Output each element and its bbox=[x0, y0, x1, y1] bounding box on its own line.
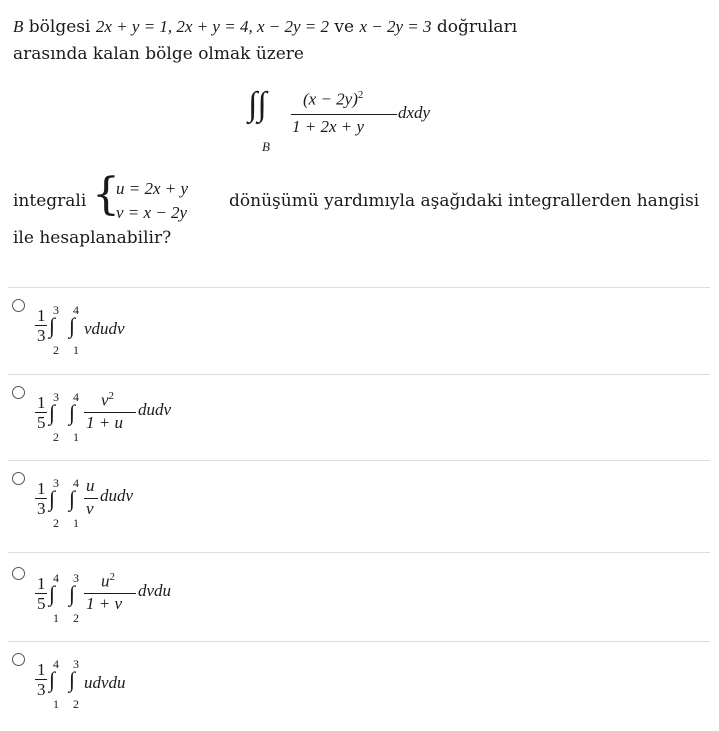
inner-lower-limit: 1 bbox=[73, 430, 79, 444]
coefficient-numerator: 1 bbox=[37, 393, 46, 412]
inner-integral-icon: ∫ bbox=[69, 581, 76, 606]
radio-button[interactable] bbox=[12, 299, 25, 312]
inner-lower-limit: 1 bbox=[73, 343, 79, 357]
integrand-numerator: $v^2$ bbox=[101, 390, 115, 410]
question-text: bölgesi bbox=[28, 17, 91, 37]
inner-integral-icon: ∫ bbox=[69, 486, 76, 511]
integrand-numerator: $u^2$ bbox=[101, 571, 115, 591]
inner-integral-icon: ∫ bbox=[69, 667, 76, 692]
coefficient-numerator: 1 bbox=[37, 660, 46, 679]
transform-u: u = 2x + y bbox=[116, 179, 189, 198]
answer-option[interactable] bbox=[0, 376, 719, 460]
integrand-denominator: v bbox=[86, 499, 94, 518]
outer-integral-icon: ∫ bbox=[49, 400, 56, 425]
outer-lower-limit: 1 bbox=[53, 697, 59, 711]
inner-lower-limit: 2 bbox=[73, 697, 79, 711]
integral-differential: dxdy bbox=[398, 103, 431, 122]
inner-lower-limit: 2 bbox=[73, 611, 79, 625]
inner-upper-limit: 3 bbox=[73, 657, 79, 671]
coefficient-denominator: 5 bbox=[37, 413, 46, 432]
line-equations: 2x + y = 1, 2x + y = 4, x − 2y = 2 bbox=[95, 17, 329, 36]
outer-upper-limit: 4 bbox=[53, 657, 59, 671]
question-line-2: arasında kalan bölge olmak üzere bbox=[13, 44, 304, 64]
coefficient-numerator: 1 bbox=[37, 306, 46, 325]
outer-upper-limit: 3 bbox=[53, 303, 59, 317]
answer-option[interactable] bbox=[0, 289, 719, 373]
fraction-bar bbox=[291, 114, 397, 115]
coefficient-denominator: 5 bbox=[37, 594, 46, 613]
inner-integral-icon: ∫ bbox=[69, 400, 76, 425]
answer-option[interactable] bbox=[0, 557, 719, 641]
outer-upper-limit: 3 bbox=[53, 390, 59, 404]
outer-integral-icon: ∫ bbox=[49, 581, 56, 606]
coefficient-denominator: 3 bbox=[37, 326, 46, 345]
option-divider bbox=[8, 374, 710, 375]
outer-integral-icon: ∫ bbox=[49, 486, 56, 511]
radio-button[interactable] bbox=[12, 386, 25, 399]
question-text: ile hesaplanabilir? bbox=[13, 228, 172, 248]
outer-lower-limit: 2 bbox=[53, 430, 59, 444]
region-symbol: B bbox=[13, 17, 24, 36]
question-text: ve bbox=[334, 17, 355, 37]
option-divider bbox=[8, 552, 710, 553]
inner-integral-icon: ∫ bbox=[69, 313, 76, 338]
outer-upper-limit: 4 bbox=[53, 571, 59, 585]
question-text: integrali bbox=[13, 191, 87, 211]
double-integral bbox=[240, 84, 450, 159]
question-line-1 bbox=[13, 17, 517, 37]
answer-option[interactable] bbox=[0, 643, 719, 727]
radio-button[interactable] bbox=[12, 472, 25, 485]
coefficient-denominator: 3 bbox=[37, 680, 46, 699]
integrand: vdudv bbox=[84, 319, 125, 338]
differential: dvdu bbox=[138, 581, 172, 600]
option-divider bbox=[8, 287, 710, 288]
inner-upper-limit: 4 bbox=[73, 476, 79, 490]
radio-button[interactable] bbox=[12, 653, 25, 666]
integrand: udvdu bbox=[84, 673, 126, 692]
integrand-denominator: 1 + 2x + y bbox=[292, 117, 365, 136]
outer-upper-limit: 3 bbox=[53, 476, 59, 490]
question-text: dönüşümü yardımıyla aşağıdaki integrallerden hangisi bbox=[229, 191, 700, 211]
inner-upper-limit: 4 bbox=[73, 390, 79, 404]
inner-upper-limit: 3 bbox=[73, 571, 79, 585]
differential: dudv bbox=[138, 400, 172, 419]
coefficient-numerator: 1 bbox=[37, 574, 46, 593]
inner-upper-limit: 4 bbox=[73, 303, 79, 317]
inner-lower-limit: 1 bbox=[73, 516, 79, 530]
integrand-denominator: 1 + v bbox=[86, 594, 123, 613]
integrand-numerator: u bbox=[86, 476, 95, 495]
outer-integral-icon: ∫ bbox=[49, 667, 56, 692]
coefficient-denominator: 3 bbox=[37, 499, 46, 518]
differential: dudv bbox=[100, 486, 134, 505]
brace-icon: { bbox=[92, 169, 120, 220]
integrand-denominator: 1 + u bbox=[86, 413, 123, 432]
integrand-numerator: $(x - 2y)^2$ bbox=[303, 89, 364, 109]
integral-sign: ∫∫ bbox=[248, 86, 267, 123]
transform-v: v = x − 2y bbox=[116, 203, 188, 222]
outer-lower-limit: 2 bbox=[53, 516, 59, 530]
option-divider bbox=[8, 641, 710, 642]
radio-button[interactable] bbox=[12, 567, 25, 580]
coefficient-numerator: 1 bbox=[37, 479, 46, 498]
option-divider bbox=[8, 460, 710, 461]
outer-lower-limit: 2 bbox=[53, 343, 59, 357]
outer-integral-icon: ∫ bbox=[49, 313, 56, 338]
line-equation: x − 2y = 3 bbox=[359, 17, 432, 36]
integral-region: B bbox=[262, 139, 270, 154]
outer-lower-limit: 1 bbox=[53, 611, 59, 625]
question-text: doğruları bbox=[436, 17, 518, 37]
answer-option[interactable] bbox=[0, 462, 719, 546]
question-stem bbox=[0, 0, 719, 260]
